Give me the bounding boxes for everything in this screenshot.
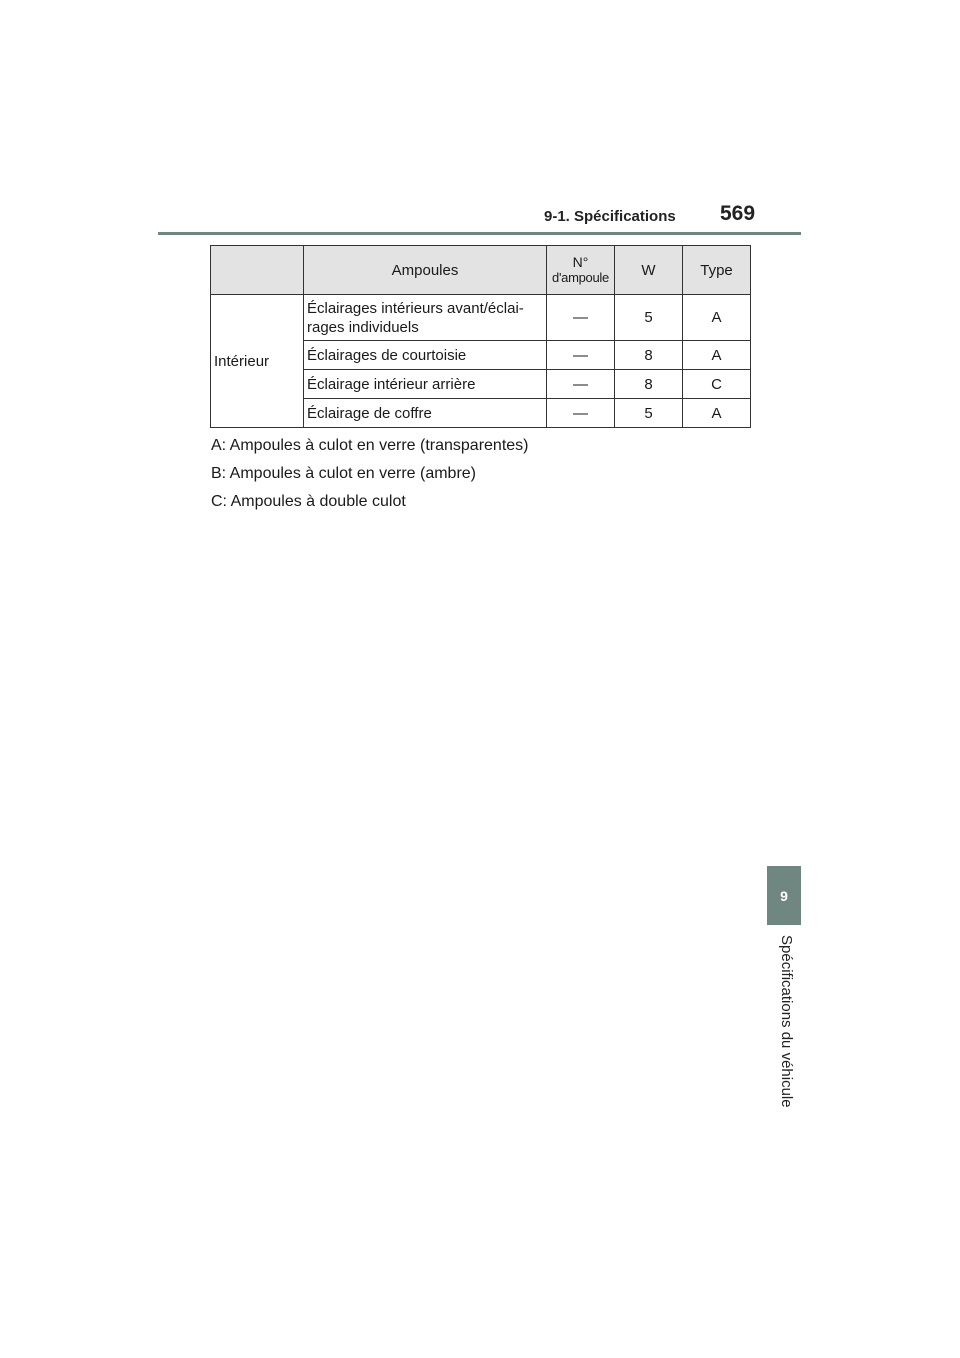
header-bulb-number-line2: d'ampoule bbox=[552, 270, 609, 285]
note-type-a: A: Ampoules à culot en verre (transparentes) bbox=[211, 437, 529, 454]
bulb-name-cell: Éclairage de coffre bbox=[304, 399, 547, 428]
bulb-number-cell: — bbox=[547, 399, 615, 428]
type-cell: A bbox=[683, 399, 751, 428]
bulb-spec-table bbox=[210, 245, 751, 428]
section-title: 9-1. Spécifications bbox=[544, 208, 676, 225]
bulb-number-cell: — bbox=[547, 295, 615, 341]
note-type-c: C: Ampoules à double culot bbox=[211, 493, 406, 510]
bulb-name-line2: rages individuels bbox=[307, 318, 419, 336]
bulb-number-cell: — bbox=[547, 341, 615, 370]
watt-cell: 8 bbox=[615, 370, 683, 399]
watt-cell: 5 bbox=[615, 295, 683, 341]
bulb-name-cell: Éclairage intérieur arrière bbox=[304, 370, 547, 399]
watt-cell: 8 bbox=[615, 341, 683, 370]
type-cell: C bbox=[683, 370, 751, 399]
watt-cell: 5 bbox=[615, 399, 683, 428]
bulb-number-cell: — bbox=[547, 370, 615, 399]
header-type: Type bbox=[683, 246, 751, 295]
page-number: 569 bbox=[720, 202, 756, 225]
header-bulb-number bbox=[547, 246, 615, 295]
type-cell: A bbox=[683, 295, 751, 341]
bulb-name-cell: Éclairages de courtoisie bbox=[304, 341, 547, 370]
note-type-b: B: Ampoules à culot en verre (ambre) bbox=[211, 465, 477, 482]
header-divider bbox=[158, 232, 801, 235]
table-header-row bbox=[211, 246, 751, 295]
category-cell: Intérieur bbox=[211, 295, 304, 428]
bulb-name-line1: Éclairages intérieurs avant/éclai- bbox=[307, 299, 524, 317]
header-category bbox=[211, 246, 304, 295]
header-bulbs: Ampoules bbox=[304, 246, 547, 295]
chapter-tab: 9 bbox=[767, 866, 801, 925]
bulb-name-cell bbox=[304, 295, 547, 341]
header-bulb-number-line1: N° bbox=[572, 254, 589, 270]
header-watt: W bbox=[615, 246, 683, 295]
type-cell: A bbox=[683, 341, 751, 370]
bulb-type-notes bbox=[211, 436, 529, 520]
table-row bbox=[211, 295, 751, 341]
chapter-label: Spécifications du véhicule bbox=[778, 935, 795, 1108]
